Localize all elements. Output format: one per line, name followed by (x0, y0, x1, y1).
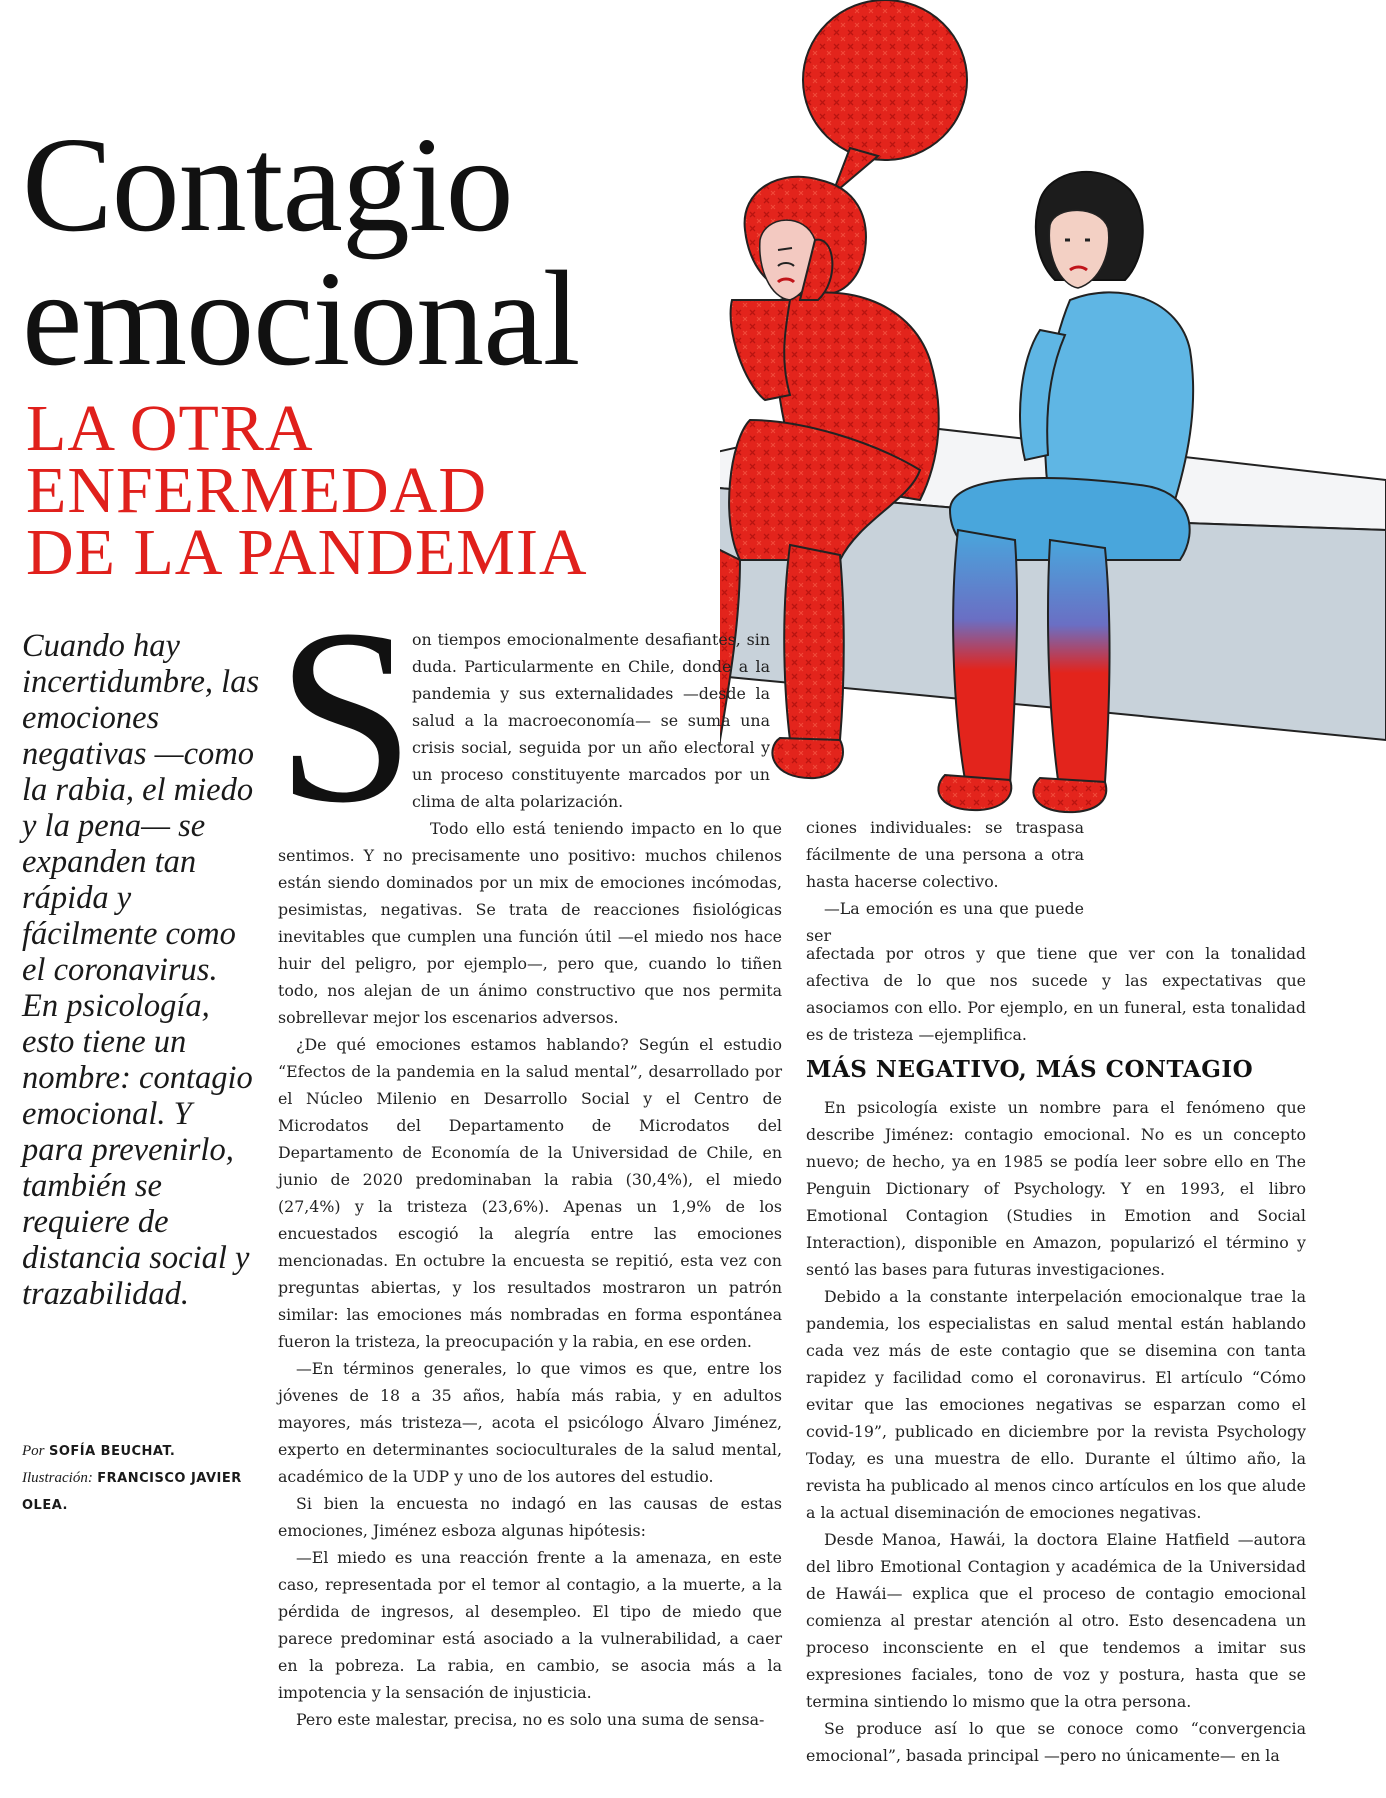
article-column-2-top (806, 814, 1084, 949)
byline (22, 1438, 260, 1519)
article-column-2-continued (806, 940, 1306, 1048)
headline (22, 110, 782, 394)
article-paragraph: afectada por otros y que tiene que ver con la tonalidad afectiva de lo que nos sucede y las expectativas que asociamos con ello. Por ejemplo, en un funeral, esta tonalidad es de tristeza —ejemplifica. (806, 944, 1306, 1044)
article-paragraph: on tiempos emocionalmente desafiantes, sin duda. Particularmente en Chile, donde a la pandemia y sus externalidades —desde la salud a la macroeconomía— se suma una crisis social, seguida por un año electoral y un proceso constituyente marcados por un clima de alta polarización. (412, 630, 770, 811)
author-name: SOFÍA BEUCHAT. (48, 1444, 176, 1459)
article-paragraph: Si bien la encuesta no indagó en las causas de estas emociones, Jiménez esboza algunas hipótesis: (278, 1494, 782, 1540)
article-paragraph: ¿De qué emociones estamos hablando? Según el estudio “Efectos de la pandemia en la salud mental”, desarrollado por el Núcleo Milenio en Desarrollo Social y el Centro de Microdatos del Departamento de Microdatos del Departamento de Economía de la Universidad de Chile, en junio de 2020 predominaban la rabia (30,4%), el miedo (27,4%) y la tristeza (23,6%). Apenas un 1,9% de los encuestados escogió la alegría entre las emociones mencionadas. En octubre la encuesta se repitió, esta vez con preguntas abiertas, y los resultados mostraron un patrón similar: las emociones más nombradas en forma espontánea fueron la tristeza, la preocupación y la rabia, en ese orden. (278, 1035, 782, 1351)
article-paragraph: —En términos generales, lo que vimos es que, entre los jóvenes de 18 a 35 años, había más rabia, y en adultos mayores, más tristeza—, acota el psicólogo Álvaro Jiménez, experto en determinantes socioculturales de la salud mental, académico de la UDP y uno de los autores del estudio. (278, 1359, 782, 1486)
article-paragraph: Todo ello está teniendo impacto en lo que sentimos. Y no precisamente uno positivo: muchos chilenos están siendo dominados por un mix de emociones incómodas, pesimistas, negativas. Se trata de reacciones fisiológicas inevitables que cumplen una función útil —el miedo nos hace huir del peligro, por ejemplo—, pero que, cuando lo tiñen todo, nos alejan de un ánimo constructivo que nos permita sobrellevar mejor los escenarios adversos. (278, 819, 782, 1027)
section-heading: MÁS NEGATIVO, MÁS CONTAGIO (806, 1056, 1254, 1083)
article-paragraph: —El miedo es una reacción frente a la amenaza, en este caso, representada por el temor al contagio, a la muerte, a la pérdida de ingresos, al desempleo. El tipo de miedo que parece predominar está asociado a la vulnerabilidad, a caer en la pobreza. La rabia, en cambio, se asocia más a la impotencia y la sensación de injusticia. (278, 1548, 782, 1702)
headline-line2: emocional (22, 244, 580, 394)
byline-label: Por (22, 1443, 45, 1459)
article-paragraph: Pero este malestar, precisa, no es solo una suma de sensa- (296, 1710, 765, 1729)
subheadline-line1: LA OTRA (26, 392, 314, 465)
illustrator-name: FRANCISCO JAVIER OLEA. (22, 1471, 242, 1513)
subheadline-line3: DE LA PANDEMIA (26, 516, 588, 589)
article-column-1 (276, 578, 782, 1733)
article-paragraph: En psicología existe un nombre para el fenómeno que describe Jiménez: contagio emocional. No es un concepto nuevo; de hecho, ya en 1985 se podía leer sobre ello en The Penguin Dictionary of Psychology. Y en 1993, el libro Emotional Contagion (Studies in Emotion and Social Interaction), disponible en Amazon, popularizó el término y sentó las bases para futuras investigaciones. (806, 1098, 1306, 1279)
article-paragraph: Se produce así lo que se conoce como “convergencia emocional”, basada principal —pero no únicamente— en la (806, 1719, 1306, 1765)
article-column-2-section (806, 1094, 1306, 1769)
subheadline (26, 392, 726, 589)
article-paragraph: Desde Manoa, Hawái, la doctora Elaine Hatfield —autora del libro Emotional Contagion y académica de la Universidad de Hawái— explica que el proceso de contagio emocional comienza al prestar atención al otro. Esto desencadena un proceso inconsciente en el que tendemos a imitar sus expresiones faciales, tono de voz y postura, hasta que se termina sintiendo lo mismo que la otra persona. (806, 1530, 1306, 1711)
speech-bubble-icon (803, 0, 967, 195)
lead-paragraph: Cuando hay incertidumbre, las emociones negativas —como la rabia, el miedo y la pena— se expanden tan rápida y fácilmente como el coronavirus. En psicología, esto tiene un nombre: contagio emocional. Y para prevenirlo, también se requiere de distancia social y trazabilidad. (22, 628, 260, 1312)
illustration-label: Ilustración: (22, 1470, 93, 1486)
headline-line1: Contagio (22, 110, 513, 260)
article-paragraph: Debido a la constante interpelación emocionalque trae la pandemia, los especialistas en salud mental están hablando cada vez más de este contagio que se disemina con tanta rapidez y facilidad como el coronavirus. El artículo “Cómo evitar que las emociones negativas se esparzan como el covid-19”, publicado en diciembre por la revista Psychology Today, es una muestra de ello. Durante el último año, la revista ha publicado al menos cinco artículos en los que alude a la actual diseminación de emociones negativas. (806, 1287, 1306, 1522)
subheadline-line2: ENFERMEDAD (26, 454, 488, 527)
drop-cap: S (276, 578, 416, 855)
article-paragraph: —La emoción es una que puede ser (806, 899, 1084, 945)
two-women-on-bench-illustration (720, 0, 1386, 930)
article-paragraph: ciones individuales: se traspasa fácilmente de una persona a otra hasta hacerse colectivo. (806, 818, 1084, 891)
